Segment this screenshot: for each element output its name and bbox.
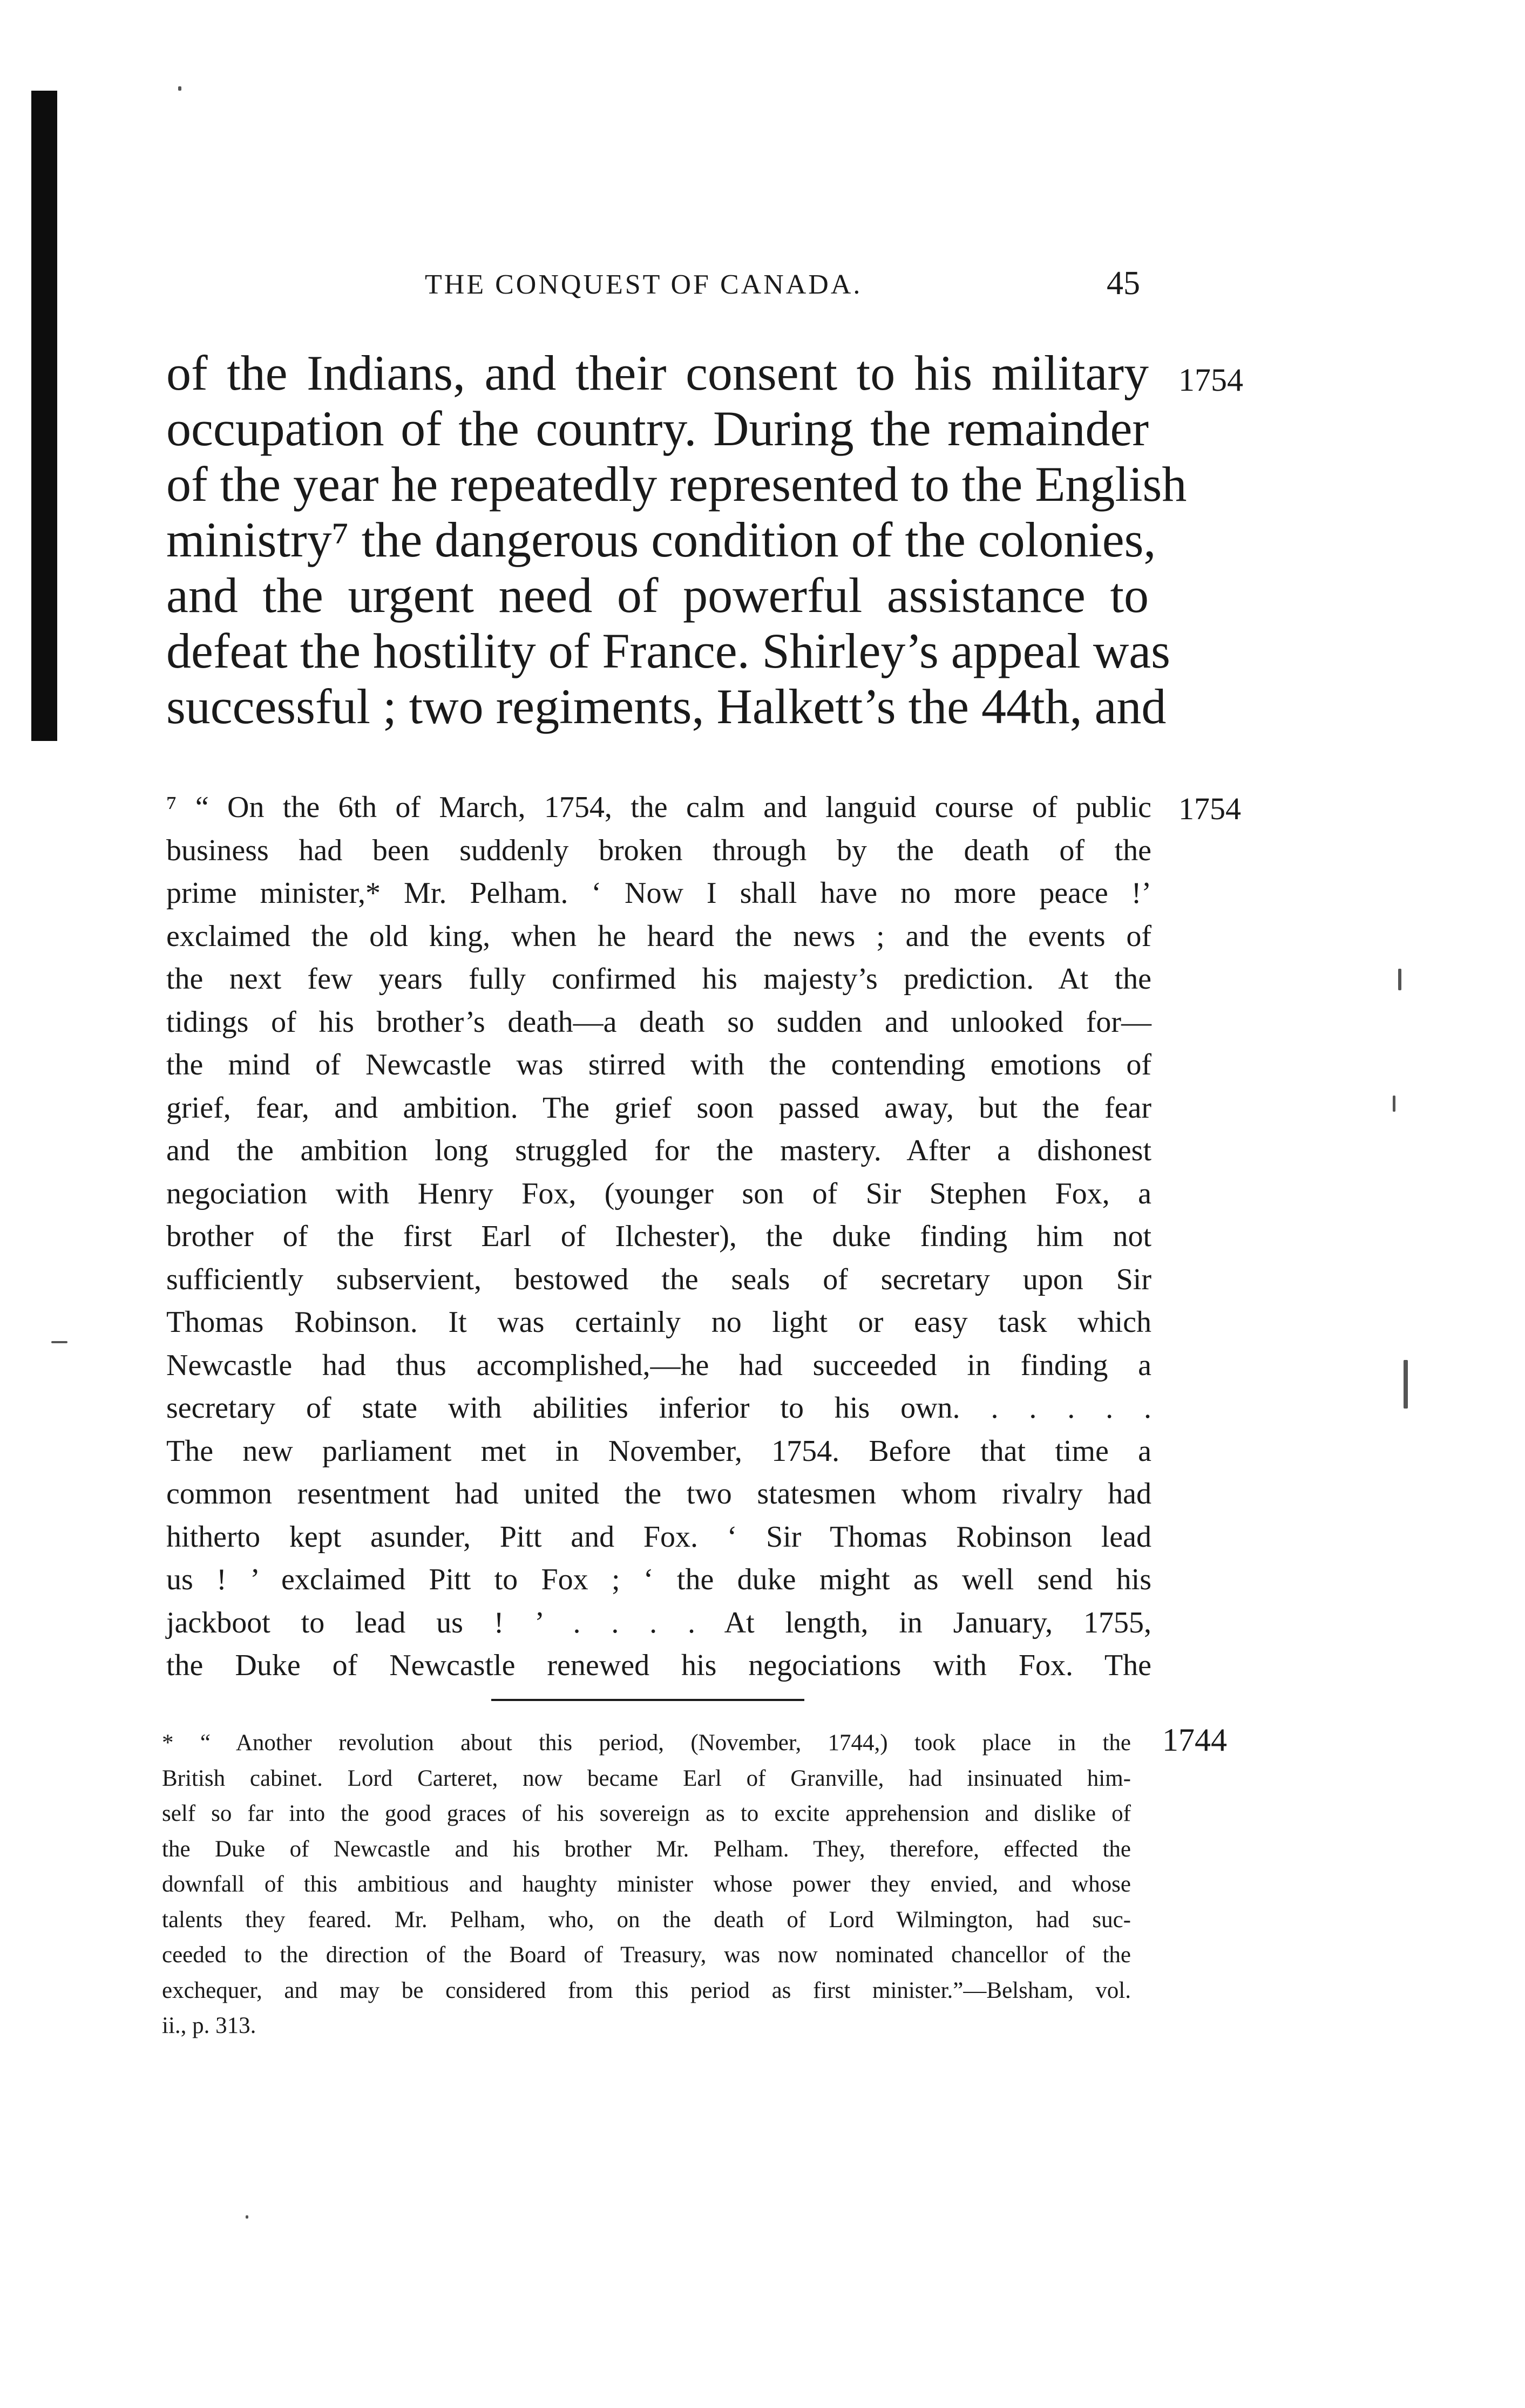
footnote-line: the Duke of Newcastle and his brother Mr. Pelham. They, therefore, effected the [162, 1836, 1131, 1862]
text-line: defeat the hostility of France. Shirley’s appeal was [166, 623, 1170, 678]
footnote-line: exchequer, and may be considered from this period as first minister.”—Belsham, vol. [162, 1977, 1131, 2003]
margin-year: 1754 [1178, 362, 1243, 398]
scan-speck [1404, 1360, 1408, 1409]
running-title: THE CONQUEST OF CANADA. [425, 269, 863, 300]
scan-speck [1393, 1096, 1395, 1112]
scan-speck [246, 2215, 248, 2219]
text-line: occupation of the country. During the remainder [166, 401, 1149, 456]
margin-year: 1744 [1162, 1722, 1227, 1758]
text-line: of the year he repeatedly represented to the English [166, 457, 1187, 512]
footnote-line: jackboot to lead us ! ’ . . . . At length, in January, 1755, [166, 1606, 1151, 1640]
scan-speck [1398, 969, 1401, 990]
footnote-line: self so far into the good graces of his sovereign as to excite apprehension and dislike of [162, 1801, 1131, 1826]
footnote-star [162, 1725, 1131, 2044]
page-number: 45 [1107, 265, 1140, 302]
page-header [0, 265, 1525, 312]
footnote-line: sufficiently subservient, bestowed the seals of secretary upon Sir [166, 1262, 1151, 1296]
footnote-line: British cabinet. Lord Carteret, now became Earl of Granville, had insinuated him- [162, 1765, 1131, 1791]
footnote-line: the next few years fully confirmed his majesty’s prediction. At the [166, 962, 1151, 996]
footnote-line: and the ambition long struggled for the mastery. After a dishonest [166, 1134, 1151, 1167]
scan-binding-shadow [31, 91, 57, 741]
main-text [166, 345, 1187, 734]
footnote-line: ceeded to the direction of the Board of Treasury, was now nominated chancellor of the [162, 1942, 1131, 1968]
text-line: and the urgent need of powerful assistance to [166, 568, 1149, 623]
footnote-line: the Duke of Newcastle renewed his negociations with Fox. The [166, 1649, 1151, 1682]
footnote-line: common resentment had united the two statesmen whom rivalry had [166, 1477, 1151, 1511]
text-line: successful ; two regiments, Halkett’s the 44th, and [166, 679, 1167, 734]
footnote-line: exclaimed the old king, when he heard the news ; and the events of [166, 919, 1151, 953]
margin-year: 1754 [1178, 791, 1241, 826]
footnote-line: tidings of his brother’s death—a death so sudden and unlooked for— [166, 1005, 1151, 1039]
scan-speck [51, 1341, 67, 1343]
footnote-line: secretary of state with abilities inferior to his own. . . . . . [166, 1391, 1151, 1425]
footnote-line: Thomas Robinson. It was certainly no light or easy task which [166, 1305, 1151, 1339]
footnote-separator-rule [491, 1699, 804, 1701]
footnote-line: The new parliament met in November, 1754. Before that time a [166, 1434, 1151, 1468]
footnote-line: hitherto kept asunder, Pitt and Fox. ‘ Sir Thomas Robinson lead [166, 1520, 1151, 1554]
footnote-line: negociation with Henry Fox, (younger son of Sir Stephen Fox, a [166, 1176, 1151, 1210]
footnote-line: the mind of Newcastle was stirred with the contending emotions of [166, 1048, 1151, 1081]
footnote-line: * “ Another revolution about this period, (November, 1744,) took place in the [162, 1730, 1131, 1756]
scan-speck [178, 86, 181, 91]
footnote-line: grief, fear, and ambition. The grief soon passed away, but the fear [166, 1091, 1151, 1125]
footnote-line: talents they feared. Mr. Pelham, who, on the death of Lord Wilmington, had suc- [162, 1907, 1131, 1933]
text-line: ministry⁷ the dangerous condition of the colonies, [166, 512, 1156, 567]
footnote-7 [166, 786, 1151, 1688]
footnote-line: Newcastle had thus accomplished,—he had succeeded in finding a [166, 1348, 1151, 1382]
footnote-line: brother of the first Earl of Ilchester), the duke finding him not [166, 1220, 1151, 1253]
footnote-line: us ! ’ exclaimed Pitt to Fox ; ‘ the duke might as well send his [166, 1563, 1151, 1596]
text-line: of the Indians, and their consent to his military [166, 345, 1149, 400]
footnote-line: ⁷ “ On the 6th of March, 1754, the calm and languid course of public [166, 791, 1151, 824]
footnote-line: prime minister,* Mr. Pelham. ‘ Now I shall have no more peace !’ [166, 876, 1151, 910]
footnote-line: business had been suddenly broken through by the death of the [166, 833, 1151, 867]
footnote-line: downfall of this ambitious and haughty minister whose power they envied, and whose [162, 1872, 1131, 1897]
footnote-line: ii., p. 313. [162, 2013, 256, 2038]
